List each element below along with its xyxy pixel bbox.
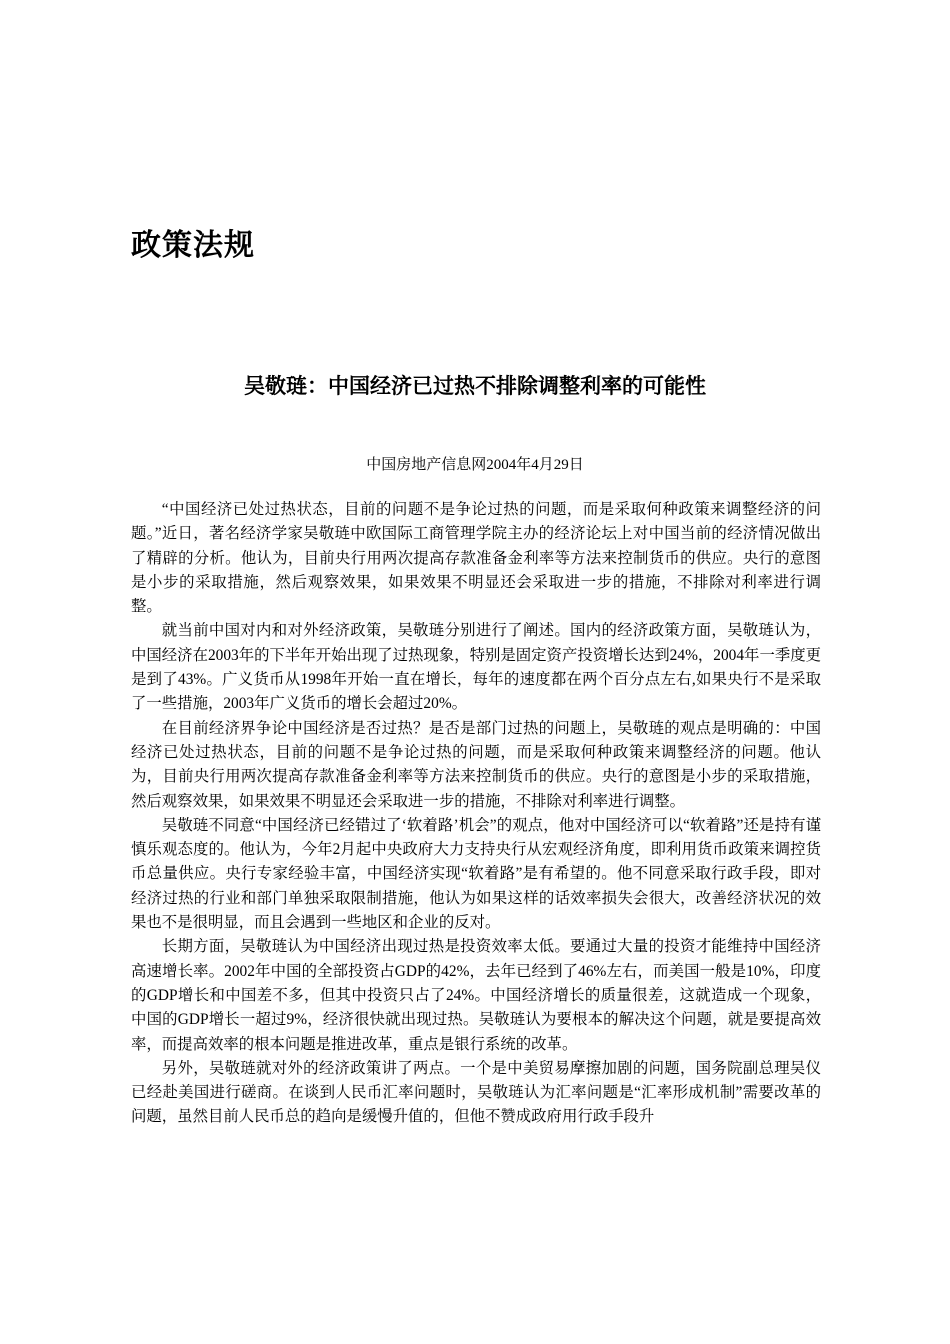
paragraph-3: 在目前经济界争论中国经济是否过热？是否是部门过热的问题上，吴敬琏的观点是明确的：中国经济已处过热状态，目前的问题不是争论过热的问题，而是采取何种政策来调整经济的问题。他认为，目前央行用两次提高存款准备金利率等方法来控制货币的供应。央行的意图是小步的采取措施，然后观察效果，如果效果不明显还会采取进一步的措施，不排除对利率进行调整。: [131, 719, 821, 810]
paragraph-4: 吴敬琏不同意“中国经济已经错过了‘软着路’机会”的观点，他对中国经济可以“软着路”还是持有谨慎乐观态度的。他认为，今年2月起中央政府大力支持央行从宏观经济角度，即利用货币政策来调控货币总量供应。央行专家经验丰富，中国经济实现“软着路”是有希望的。他不同意采取行政手段，即对经济过热的行业和部门单独采取限制措施，他认为如果这样的话效率损失会很大，改善经济状况的效果也不是很明显，而且会遇到一些地区和企业的反对。: [131, 816, 821, 932]
article-title: 吴敬琏：中国经济已过热不排除调整利率的可能性: [244, 374, 706, 398]
paragraph-5: 长期方面，吴敬琏认为中国经济出现过热是投资效率太低。要通过大量的投资才能维持中国经济高速增长率。2002年中国的全部投资占GDP的42%，去年已经到了46%左右，而美国一般是10%，印度的GDP增长和中国差不多，但其中投资只占了24%。中国经济增长的质量很差，这就造成一个现象，中国的GDP增长一超过9%，经济很快就出现过热。吴敬琏认为要根本的解决这个问题，就是要提高效率，而提高效率的根本问题是推进改革，重点是银行系统的改革。: [131, 938, 821, 1053]
section-heading: 政策法规: [131, 228, 255, 263]
paragraph-1: “中国经济已处过热状态，目前的问题不是争论过热的问题，而是采取何种政策来调整经济的问题。”近日，著名经济学家吴敬琏中欧国际工商管理学院主办的经济论坛上对中国当前的经济情况做出了精辟的分析。他认为，目前央行用两次提高存款准备金利率等方法来控制货币的供应。央行的意图是小步的采取措施，然后观察效果，如果效果不明显还会采取进一步的措施，不排除对利率进行调整。: [131, 501, 821, 616]
article-body: [131, 498, 821, 1130]
paragraph-6: 另外，吴敬琏就对外的经济政策讲了两点。一个是中美贸易摩擦加剧的问题，国务院副总理吴仪已经赴美国进行磋商。在谈到人民币汇率问题时，吴敬琏认为汇率问题是“汇率形成机制”需要改革的问题，虽然目前人民币总的趋向是缓慢升值的，但他不赞成政府用行政手段升: [131, 1059, 821, 1126]
paragraph-2: 就当前中国对内和对外经济政策，吴敬琏分别进行了阐述。国内的经济政策方面，吴敬琏认为，中国经济在2003年的下半年开始出现了过热现象，特别是固定资产投资增长达到24%，2004年一季度更是到了43%。广义货币从1998年开始一直在增长，每年的速度都在两个百分点左右,如果央行不是采取了一些措施，2003年广义货币的增长会超过20%。: [131, 622, 822, 713]
article-byline: 中国房地产信息网2004年4月29日: [366, 457, 584, 473]
